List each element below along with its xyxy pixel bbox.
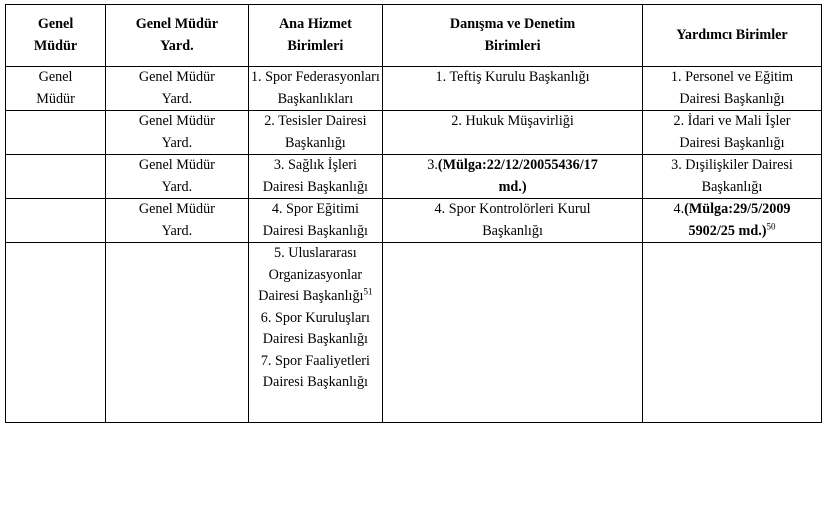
footnote-50: 50 [766,220,776,231]
ana-hizmet-cell: 3. Sağlık İşleri Dairesi Başkanlığı [248,155,382,199]
header-yardimci: Yardımcı Birimler [642,5,821,67]
table-row [6,199,822,243]
yardimci-cell: 2. İdari ve Mali İşler Dairesi Başkanlığı [642,111,821,155]
yardimci-cell: 3. Dışilişkiler Dairesi Başkanlığı [642,155,821,199]
empty-cell [6,155,106,199]
header-ana-hizmet: Ana Hizmet Birimleri [248,5,382,67]
empty-cell [6,111,106,155]
table-row [6,243,822,423]
danisma-cell: 3.(Mülga:22/12/20055436/17 md.) [383,155,643,199]
yardimci-cell: 4.(Mülga:29/5/2009 5902/25 md.)$^{50}$ [642,199,821,243]
genel-mudur-cell: Genel Müdür [6,67,106,111]
table-row [6,155,822,199]
yard-cell: Genel Müdür Yard. [106,111,249,155]
ana-hizmet-cell: 1. Spor Federasyonları Başkanlıkları [248,67,382,111]
ana-hizmet-cell: 2. Tesisler Dairesi Başkanlığı [248,111,382,155]
ana-hizmet-cell: 4. Spor Eğitimi Dairesi Başkanlığı [248,199,382,243]
header-genel-mudur: Genel Müdür [6,5,106,67]
empty-cell [106,243,249,423]
header-row [6,5,822,67]
organization-table [5,4,822,423]
footnote-51: 51 [363,286,373,297]
yard-cell: Genel Müdür Yard. [106,199,249,243]
empty-cell [642,243,821,423]
danisma-cell: 1. Teftiş Kurulu Başkanlığı [383,67,643,111]
empty-cell [383,243,643,423]
table-row [6,67,822,111]
empty-cell [6,199,106,243]
danisma-cell: 4. Spor Kontrolörleri Kurul Başkanlığı [383,199,643,243]
header-danisma-denetim: Danışma ve Denetim Birimleri [383,5,643,67]
yard-cell: Genel Müdür Yard. [106,67,249,111]
table-row [6,111,822,155]
yardimci-cell: 1. Personel ve Eğitim Dairesi Başkanlığı [642,67,821,111]
empty-cell [6,243,106,423]
header-genel-mudur-yard: Genel Müdür Yard. [106,5,249,67]
yard-cell: Genel Müdür Yard. [106,155,249,199]
ana-hizmet-cell: 5. Uluslararası Organizasyonlar Dairesi Başkanlığı$^{51}$ 6. Spor Kuruluşları Dairesi Başkanlığı 7. Spor Faaliyetleri Dairesi Başkanlığı [248,243,382,423]
danisma-cell: 2. Hukuk Müşavirliği [383,111,643,155]
